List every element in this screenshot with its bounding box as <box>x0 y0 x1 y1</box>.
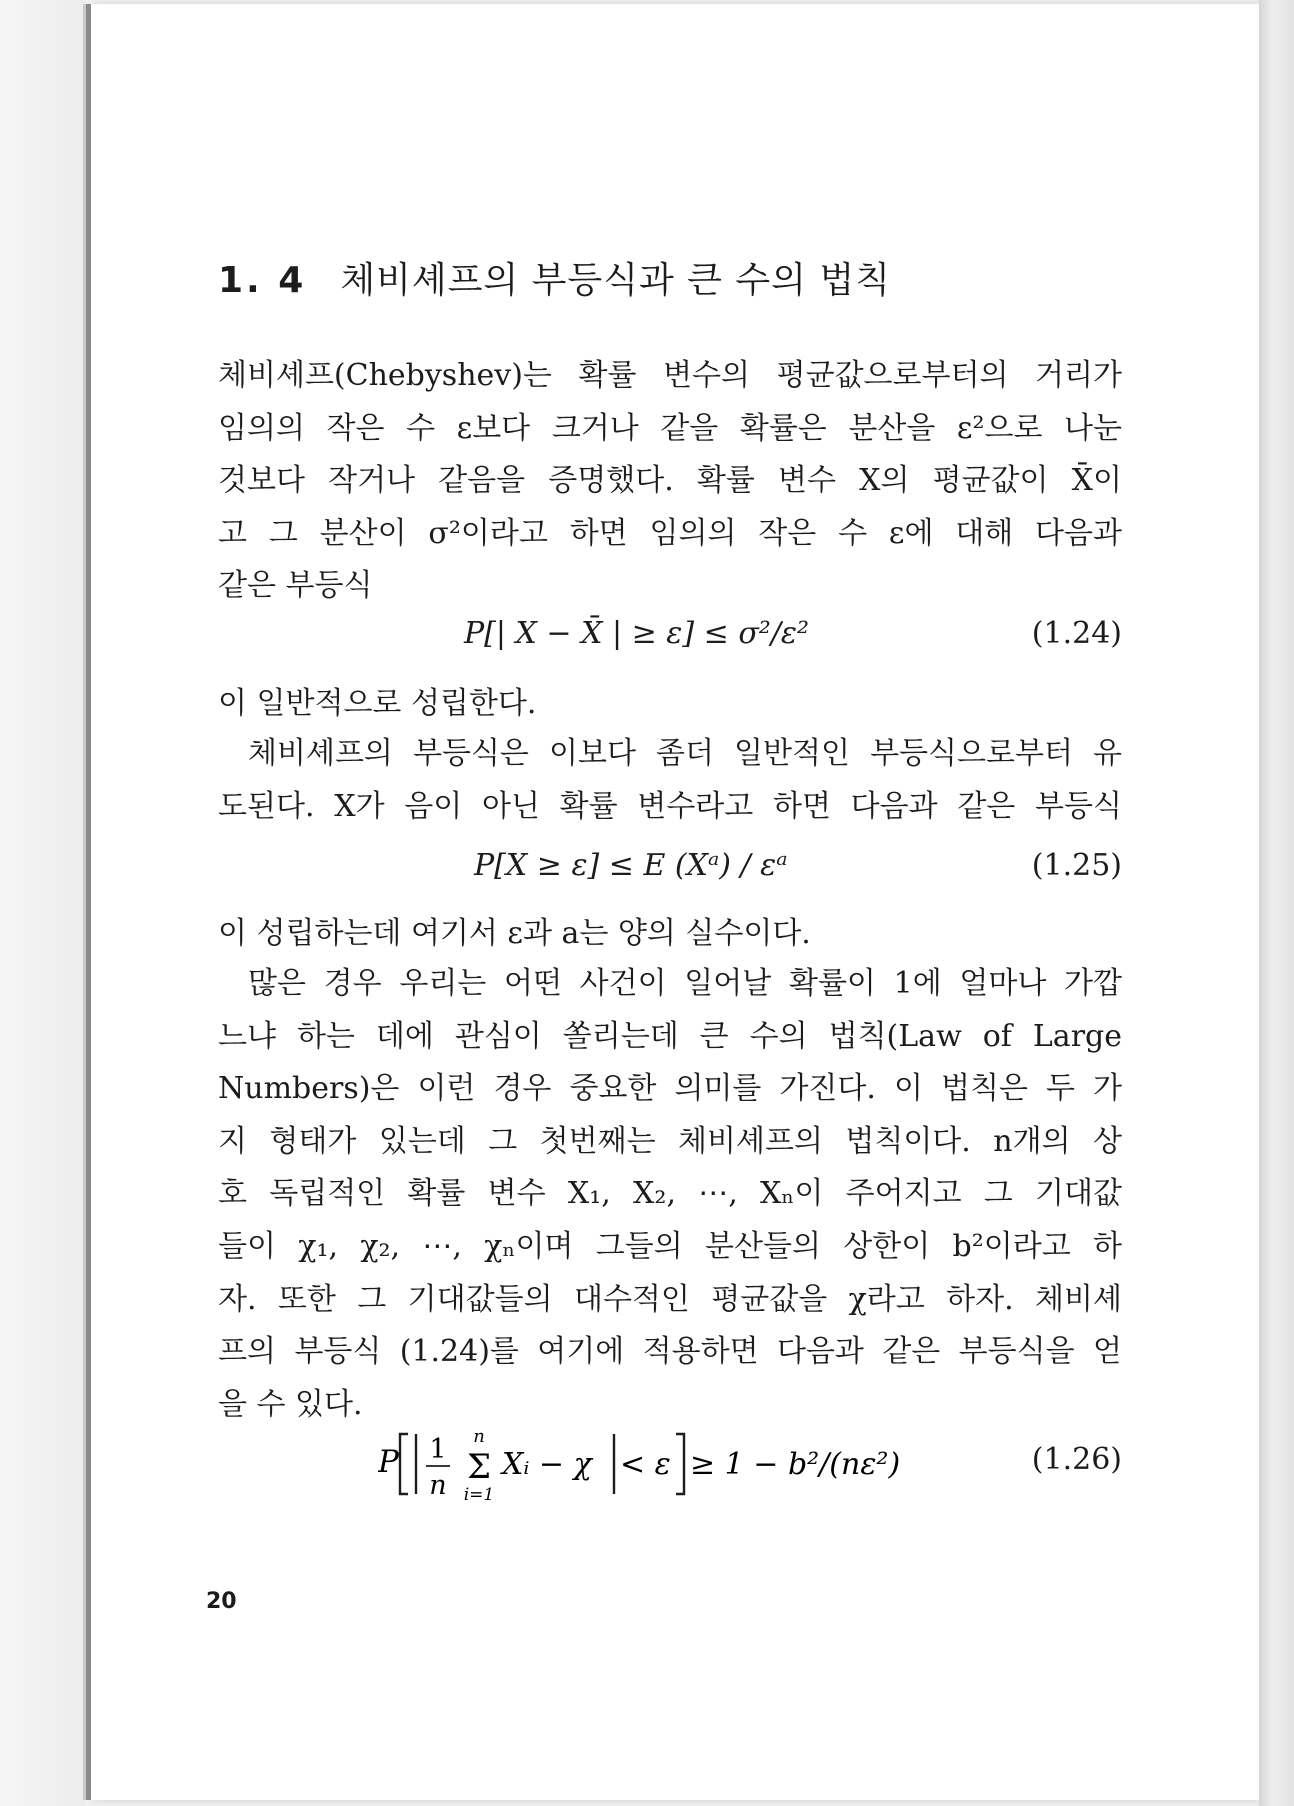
paragraph-3-line: 체비셰프의 부등식은 이보다 좀더 일반적인 부등식으로부터 유 <box>248 736 1122 771</box>
eq26-sum-symbol: Σ <box>466 1447 492 1487</box>
paragraph-4-line: 이 성립하는데 여기서 ε과 a는 양의 실수이다. <box>218 916 811 951</box>
equation-1-24-number: (1.24) <box>1031 616 1122 651</box>
eq26-prefix: P <box>378 1444 399 1480</box>
eq26-body: Xᵢ − χ <box>502 1447 592 1482</box>
paragraph-5-line: 자. 또한 그 기대값들의 대수적인 평균값을 χ라고 하자. 체비셰 <box>218 1281 1122 1317</box>
paragraph-3-line: 도된다. X가 음이 아닌 확률 변수라고 하면 다음과 같은 부등식 <box>218 788 1122 824</box>
section-heading <box>218 252 891 303</box>
paragraph-5-line: 호 독립적인 확률 변수 X₁, X₂, ⋯, Xₙ이 주어지고 그 기대값 <box>218 1176 1122 1212</box>
paragraph-1-line: 같은 부등식 <box>218 568 373 604</box>
paragraph-1 <box>218 350 1122 613</box>
paragraph-1-line: 것보다 작거나 같음을 증명했다. 확률 변수 X의 평균값이 X̄이 <box>218 463 1122 499</box>
paragraph-5-line: 을 수 있다. <box>218 1386 363 1422</box>
paragraph-5-line: 들이 χ₁, χ₂, ⋯, χₙ이며 그들의 분산들의 상한이 b²이라고 하 <box>218 1228 1122 1264</box>
paragraph-3 <box>218 728 1122 833</box>
paragraph-5-line: 느냐 하는 데에 관심이 쏠리는데 큰 수의 법칙(Law of Large <box>218 1018 1122 1054</box>
paragraph-2-line: 이 일반적으로 성립한다. <box>218 686 537 721</box>
eq26-rel: < ε <box>620 1447 671 1482</box>
paragraph-5-line: Numbers)은 이런 경우 중요한 의미를 가진다. 이 법칙은 두 가 <box>218 1071 1122 1107</box>
eq26-right-bracket <box>676 1434 684 1494</box>
paragraph-5-line: 지 형태가 있는데 그 첫번째는 체비셰프의 법칙이다. n개의 상 <box>218 1123 1122 1159</box>
equation-1-26 <box>218 1418 1122 1508</box>
paragraph-5-line: 프의 부등식 (1.24)를 여기에 적용하면 다음과 같은 부등식을 얻 <box>218 1334 1122 1370</box>
eq26-left-bracket <box>400 1434 408 1494</box>
page-number: 20 <box>206 1589 237 1614</box>
section-title: 체비셰프의 부등식과 큰 수의 법칙 <box>340 260 891 301</box>
paragraph-1-line: 임의의 작은 수 ε보다 크거나 같을 확률은 분산을 ε²으로 나눈 <box>218 410 1122 446</box>
equation-1-26-number: (1.26) <box>1031 1442 1122 1477</box>
paragraph-1-line: 고 그 분산이 σ²이라고 하면 임의의 작은 수 ε에 대해 다음과 <box>218 515 1122 551</box>
paragraph-5 <box>218 958 1122 1431</box>
paragraph-2 <box>218 678 1122 731</box>
eq26-rhs: ≥ 1 − b²/(nε²) <box>690 1447 901 1482</box>
eq26-sum-bottom: i=1 <box>463 1485 495 1505</box>
equation-1-24-formula: P[| X − X̄ | ≥ ε] ≤ σ²/ε² <box>464 616 810 651</box>
scan-right-edge <box>1259 0 1294 1806</box>
paragraph-5-line: 많은 경우 우리는 어떤 사건이 일어날 확률이 1에 얼마나 가깝 <box>248 966 1122 1001</box>
equation-1-25 <box>218 840 1122 896</box>
equation-1-25-number: (1.25) <box>1031 848 1122 883</box>
equation-1-26-formula <box>378 1418 938 1508</box>
eq26-frac-den: n <box>429 1470 447 1501</box>
paragraph-4 <box>218 908 1122 961</box>
eq26-frac-num: 1 <box>429 1434 447 1465</box>
book-page <box>86 4 1259 1800</box>
equation-1-25-formula: P[X ≥ ε] ≤ E (Xᵃ) / εᵃ <box>474 848 788 883</box>
section-number: 1. 4 <box>218 260 307 301</box>
paragraph-1-line: 체비셰프(Chebyshev)는 확률 변수의 평균값으로부터의 거리가 <box>218 358 1122 393</box>
scan-left-margin <box>0 0 86 1806</box>
equation-1-24 <box>218 608 1122 664</box>
eq26-sum-top: n <box>473 1426 485 1447</box>
